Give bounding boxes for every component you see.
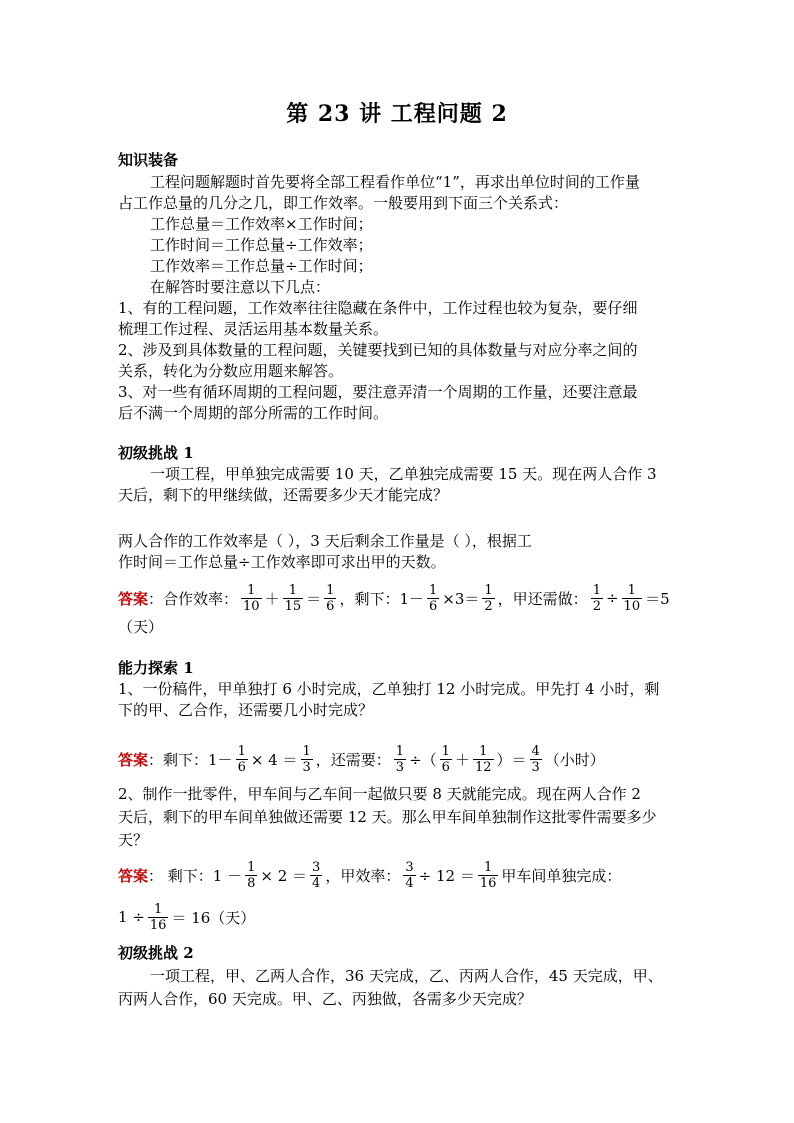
fraction — [403, 860, 415, 891]
note-1-cont: 梳理工作过程、灵活运用基本数量关系。 — [118, 320, 389, 338]
fraction — [324, 583, 336, 614]
fraction — [236, 744, 248, 775]
fraction — [245, 860, 257, 891]
equals-sign: ＝ — [306, 589, 322, 608]
answer-text: ×3＝ — [442, 589, 480, 608]
section-heading-challenge-1: 初级挑战 1 — [118, 444, 194, 462]
fraction-denominator: 3 — [395, 759, 405, 775]
answer-text: ：剩下：1－ — [148, 750, 233, 769]
fraction — [241, 583, 262, 614]
note-2-cont: 关系，转化为分数应用题来解答。 — [118, 362, 344, 380]
section-heading-challenge-2: 初级挑战 2 — [118, 944, 194, 962]
fraction — [440, 744, 452, 775]
fraction — [427, 583, 439, 614]
fraction-denominator: 3 — [531, 759, 540, 775]
answer-text: 1 ÷ — [118, 908, 145, 926]
fraction — [591, 583, 603, 614]
hint-line: 两人合作的工作效率是（ ），3 天后剩余工作量是（ ），根据工 — [118, 532, 532, 550]
fraction-numerator: 1 — [247, 859, 256, 875]
answer-text: ，剩下：1－ — [339, 589, 424, 608]
fraction-numerator: 1 — [622, 583, 643, 599]
answer-explore-1-q2 — [118, 853, 621, 897]
fraction — [482, 583, 494, 614]
answer-text: ，甲还需做： — [497, 589, 588, 608]
fraction-denominator: 3 — [302, 759, 311, 775]
note-3-cont: 后不满一个周期的部分所需的工作时间。 — [118, 404, 389, 422]
fraction — [530, 744, 542, 775]
answer-label: 答案 — [118, 750, 149, 769]
fraction-denominator: 6 — [441, 759, 450, 775]
plus-sign: ＋ — [264, 589, 280, 608]
answer-text: ： 剩下：1 － — [148, 866, 243, 885]
fraction-numerator: 3 — [312, 859, 321, 875]
fraction — [301, 744, 313, 775]
fraction — [310, 860, 322, 891]
fraction-denominator: 12 — [474, 759, 492, 775]
fraction-numerator: 1 — [473, 744, 494, 760]
fraction-numerator: 1 — [428, 582, 438, 598]
answer-text: ÷（ — [409, 750, 437, 769]
question-line: 丙两人合作，60 天完成。甲、乙、丙独做，各需多少天完成？ — [118, 990, 532, 1008]
fraction-numerator: 1 — [237, 743, 246, 759]
fraction-denominator: 16 — [479, 875, 497, 891]
answer-text: ，甲效率： — [325, 866, 401, 885]
hint-line: 作时间＝工作总量÷工作效率即可求出甲的天数。 — [118, 553, 446, 571]
fraction-denominator: 8 — [247, 875, 256, 891]
note-2: 2、涉及到具体数量的工程问题，关键要找到已知的具体数量与对应分率之间的 — [118, 341, 638, 359]
plus-sign: ＋ — [454, 750, 470, 769]
answer-text: （小时） — [544, 750, 605, 769]
question-2-cont: 天？ — [118, 831, 149, 849]
fraction-numerator: 1 — [302, 743, 311, 759]
fraction-denominator: 10 — [243, 598, 260, 614]
section-heading-knowledge: 知识装备 — [118, 151, 179, 169]
fraction — [478, 860, 499, 891]
question-line: 天后，剩下的甲继续做，还需要多少天才能完成？ — [118, 486, 449, 504]
answer-challenge-1 — [118, 576, 670, 620]
paragraph-line: 在解答时要注意以下几点： — [150, 278, 331, 296]
fraction-denominator: 10 — [623, 598, 641, 614]
fraction — [283, 583, 304, 614]
fraction-numerator: 1 — [326, 582, 335, 598]
fraction — [473, 744, 494, 775]
fraction-denominator: 4 — [405, 875, 414, 891]
answer-label: 答案 — [118, 589, 149, 608]
paragraph-line: 占工作总量的几分之几，即工作效率。一般要用到下面三个关系式： — [118, 194, 569, 212]
formula-total: 工作总量＝工作效率×工作时间； — [150, 215, 373, 233]
fraction-denominator: 2 — [484, 598, 493, 614]
answer-explore-1-q2-cont — [118, 895, 255, 939]
section-heading-explore-1: 能力探索 1 — [118, 659, 194, 677]
fraction-denominator: 6 — [428, 598, 438, 614]
fraction-numerator: 1 — [148, 902, 169, 918]
fraction — [148, 902, 169, 933]
paragraph-line: 工程问题解题时首先要将全部工程看作单位“1”，再求出单位时间的工作量 — [150, 173, 640, 191]
fraction-numerator: 1 — [283, 583, 304, 599]
answer-text: ）＝ — [496, 750, 527, 769]
answer-explore-1-q1 — [118, 737, 605, 781]
answer-text: ：合作效率： — [148, 589, 239, 608]
note-3: 3、对一些有循环周期的工程问题，要注意弄清一个周期的工作量，还要注意最 — [118, 383, 638, 401]
fraction-numerator: 1 — [484, 582, 493, 598]
question-1-cont: 下的甲、乙合作，还需要几小时完成？ — [118, 701, 374, 719]
question-line: 一项工程，甲、乙两人合作，36 天完成，乙、丙两人合作，45 天完成，甲、 — [150, 967, 663, 985]
fraction-denominator: 4 — [312, 875, 321, 891]
answer-text: ÷ 12 ＝ — [418, 866, 475, 885]
answer-text: ，还需要： — [315, 750, 391, 769]
fraction-denominator: 16 — [149, 917, 167, 933]
divide-sign: ÷ — [605, 589, 619, 607]
fraction-denominator: 15 — [284, 598, 302, 614]
answer-text: ＝5 — [645, 589, 670, 608]
question-1: 1、一份稿件，甲单独打 6 小时完成，乙单独打 12 小时完成。甲先打 4 小时，剩 — [118, 680, 660, 698]
answer-label: 答案 — [118, 866, 149, 885]
fraction — [394, 744, 406, 775]
question-2: 2、制作一批零件，甲车间与乙车间一起做只要 8 天就能完成。现在两人合作 2 — [118, 785, 641, 803]
note-1: 1、有的工程问题，工作效率往往隐藏在条件中，工作过程也较为复杂，要仔细 — [118, 299, 638, 317]
fraction-numerator: 3 — [405, 859, 414, 875]
fraction-denominator: 2 — [592, 598, 601, 614]
formula-efficiency: 工作效率＝工作总量÷工作时间； — [150, 257, 373, 275]
fraction-numerator: 1 — [395, 743, 405, 759]
fraction-numerator: 4 — [531, 743, 540, 759]
answer-unit: （天） — [118, 618, 164, 636]
fraction — [622, 583, 643, 614]
page-title: 第 23 讲 工程问题 2 — [286, 101, 508, 127]
fraction-denominator: 6 — [237, 759, 246, 775]
fraction-numerator: 1 — [241, 583, 262, 599]
answer-text: × 2 ＝ — [260, 866, 308, 885]
fraction-denominator: 6 — [326, 598, 335, 614]
answer-text: ＝ 16（天） — [171, 908, 256, 927]
fraction-numerator: 1 — [441, 743, 450, 759]
fraction-numerator: 1 — [478, 860, 499, 876]
question-2-cont: 天后，剩下的甲车间单独做还需要 12 天。那么甲车间单独制作这批零件需要多少 — [118, 808, 657, 826]
question-line: 一项工程，甲单独完成需要 10 天，乙单独完成需要 15 天。现在两人合作 3 — [150, 465, 657, 483]
fraction-numerator: 1 — [592, 582, 601, 598]
formula-time: 工作时间＝工作总量÷工作效率； — [150, 236, 373, 254]
answer-text: 甲车间单独完成： — [501, 866, 622, 885]
answer-text: × 4 ＝ — [250, 750, 298, 769]
